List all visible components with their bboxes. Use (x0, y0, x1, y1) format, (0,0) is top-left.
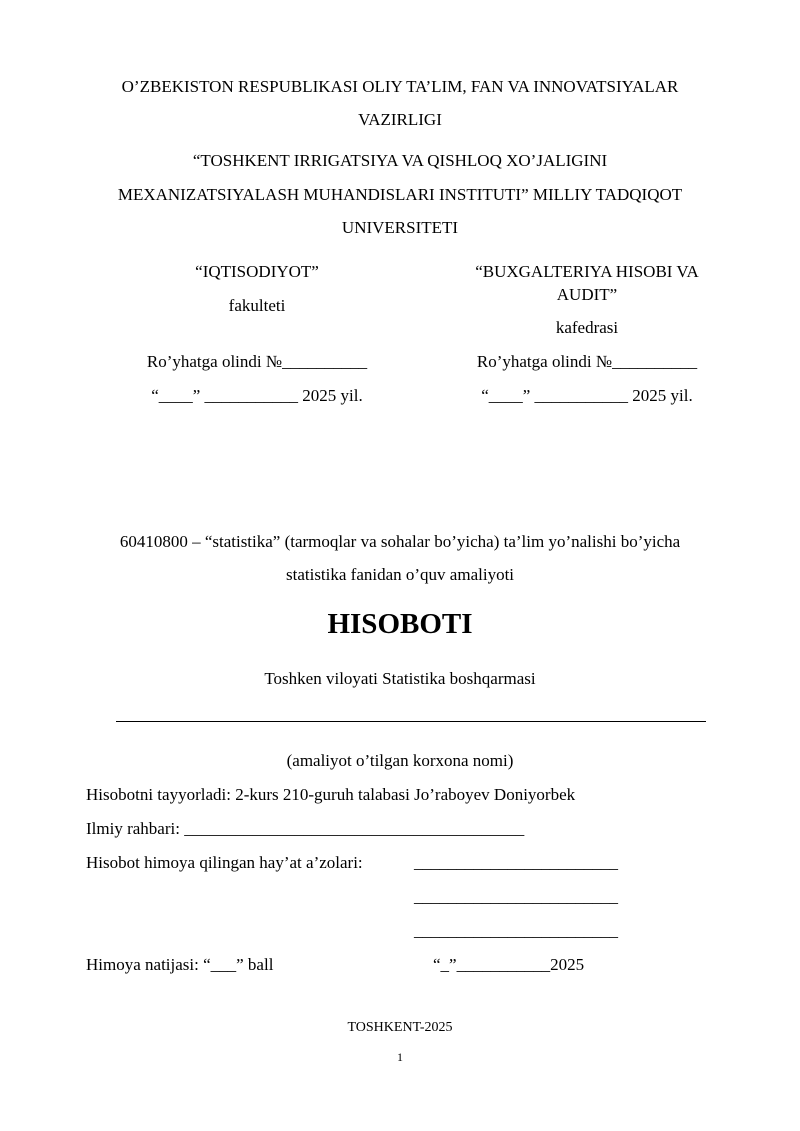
page-number: 1 (397, 1050, 403, 1064)
faculty-registration: Ro’yhatga olindi №__________ (146, 352, 368, 371)
university-line-2: MEXANIZATSIYALASH MUHANDISLARI INSTITUTI” MILLIY TADQIQOT (117, 185, 683, 204)
faculty-name: “IQTISODIYOT” (195, 262, 319, 281)
defense-date: “_”___________2025 (433, 955, 585, 974)
organization-name: Toshken viloyati Statistika boshqarmasi (264, 669, 536, 688)
program-line-1: 60410800 – “statistika” (tarmoqlar va sohalar bo’yicha) ta’lim yo’nalishi bo’yicha (119, 532, 681, 551)
department-date: “____” ___________ 2025 yil. (481, 386, 693, 405)
university-line-3: UNIVERSITETI (341, 218, 459, 237)
city-year: TOSHKENT-2025 (347, 1020, 453, 1035)
committee-line-3: ________________________ (414, 921, 618, 940)
committee-line-2: ________________________ (414, 887, 618, 906)
department-name-line-1: “BUXGALTERIYA HISOBI VA (475, 262, 699, 281)
ministry-line-1: O’ZBEKISTON RESPUBLIKASI OLIY TA’LIM, FAN VA INNOVATSIYALAR (121, 77, 679, 96)
faculty-date: “____” ___________ 2025 yil. (151, 386, 363, 405)
university-line-1: “TOSHKENT IRRIGATSIYA VA QISHLOQ XO’JALIGINI (192, 151, 608, 170)
department-label: kafedrasi (555, 318, 619, 337)
committee-label: Hisobot himoya qilingan hay’at a’zolari: (86, 853, 363, 872)
prepared-by: Hisobotni tayyorladi: 2-kurs 210-guruh talabasi Jo’raboyev Doniyorbek (86, 785, 576, 804)
faculty-label: fakulteti (228, 296, 286, 315)
organization-caption: (amaliyot o’tilgan korxona nomi) (286, 751, 514, 770)
department-name-line-2: AUDIT” (556, 285, 618, 304)
department-registration: Ro’yhatga olindi №__________ (476, 352, 698, 371)
report-title: HISOBOTI (327, 608, 473, 640)
ministry-line-2: VAZIRLIGI (358, 110, 442, 129)
program-line-2: statistika fanidan o’quv amaliyoti (285, 565, 515, 584)
defense-result: Himoya natijasi: “___” ball (86, 955, 274, 974)
committee-line-1: ________________________ (414, 853, 618, 872)
organization-underline (116, 721, 706, 722)
supervisor: Ilmiy rahbari: ________________________________________ (86, 819, 525, 838)
